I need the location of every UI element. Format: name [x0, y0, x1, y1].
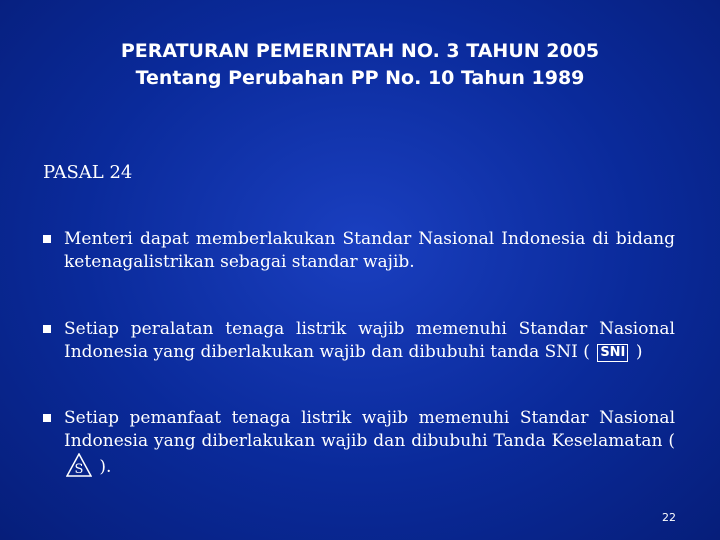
list-item-text-before: Setiap peralatan tenaga listrik wajib memenuhi Standar Nasional Indonesia yang diberlakukan wajib dan dibubuhi tanda SNI (: [64, 319, 675, 362]
list-item-text: [64, 318, 675, 364]
slide-title: [0, 38, 720, 92]
safety-mark-label: S: [74, 462, 84, 477]
list-item-text-after: ): [635, 342, 643, 362]
list-item-text: Menteri dapat memberlakukan Standar Nasional Indonesia di bidang ketenagalistrikan sebagai standar wajib.: [64, 229, 675, 272]
square-bullet-icon: [43, 414, 51, 422]
list-item-text-before: Setiap pemanfaat tenaga listrik wajib memenuhi Standar Nasional Indonesia yang diberlakukan wajib dan dibubuhi Tanda Keselamatan (: [64, 408, 675, 451]
section-heading: PASAL 24: [43, 162, 133, 183]
list-item-text: [64, 407, 675, 479]
title-line-2: Tentang Perubahan PP No. 10 Tahun 1989: [135, 67, 585, 89]
title-line-1: PERATURAN PEMERINTAH NO. 3 TAHUN 2005: [120, 40, 600, 62]
square-bullet-icon: [43, 325, 51, 333]
page-number: 22: [662, 511, 676, 524]
safety-mark-triangle-icon: [66, 453, 92, 477]
square-bullet-icon: [43, 235, 51, 243]
list-item-text-after: ).: [99, 457, 112, 477]
sni-mark-icon: SNI: [597, 344, 628, 362]
